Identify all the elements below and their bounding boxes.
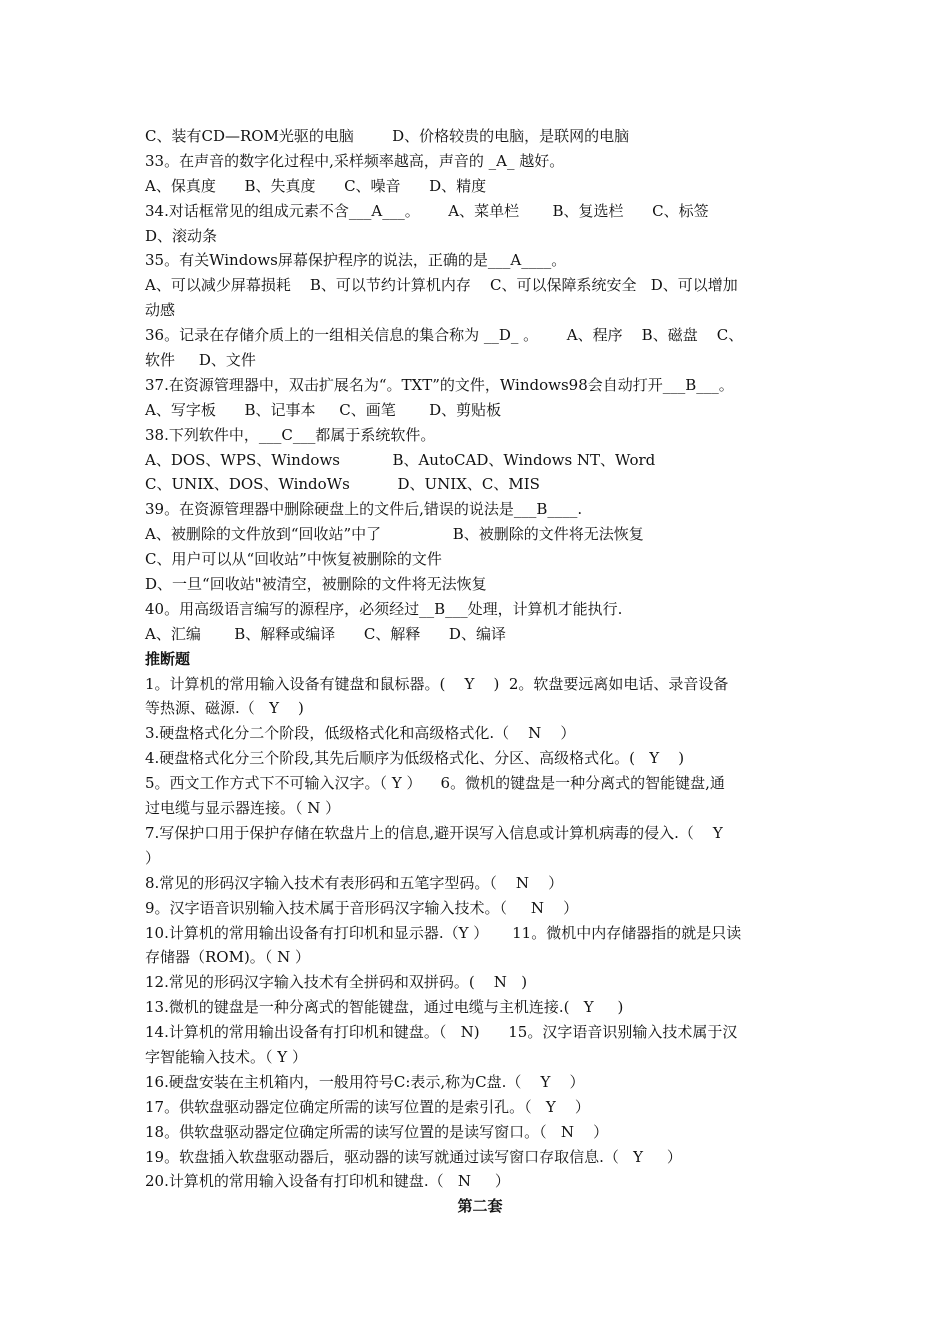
question-37-options: A、写字板 B、记事本 C、画笔 D、剪贴板 — [145, 400, 502, 419]
question-40-options: A、汇编 B、解释或编译 C、解释 D、编译 — [145, 624, 506, 643]
text-line: ） — [145, 848, 161, 867]
judgment-item: 9。汉字语音识别输入技术属于音形码汉字输入技术。（ N ） — [145, 898, 579, 917]
document-body — [145, 124, 815, 1219]
question-38-options: A、DOS、WPS、Windows B、AutoCAD、Windows NT、Word — [145, 450, 656, 469]
judgment-item: 4.硬盘格式化分三个阶段,其先后顺序为低级格式化、分区、高级格式化。( Y ) — [145, 749, 685, 768]
question-39: 39。在资源管理器中删除硬盘上的文件后,错误的说法是___B____. — [145, 500, 583, 519]
judgment-item: 17。供软盘驱动器定位确定所需的读写位置的是索引孔。（ Y ） — [145, 1097, 590, 1116]
judgment-item: 19。软盘插入软盘驱动器后，驱动器的读写就通过读写窗口存取信息.（ Y ） — [145, 1147, 682, 1166]
judgment-item: 18。供软盘驱动器定位确定所需的读写位置的是读写窗口。（ N ） — [145, 1122, 609, 1141]
text-line: 动感 — [145, 301, 176, 320]
judgment-item: 5。西文工作方式下不可输入汉字。（ Y ） 6。微机的键盘是一种分离式的智能键盘,通 — [145, 774, 725, 793]
judgment-item: 10.计算机的常用输出设备有打印机和显示器.（Y ） 11。微机中内存储器指的就是只读 — [145, 923, 742, 942]
text-line: C、装有CD—ROM光驱的电脑 D、价格较贵的电脑，是联网的电脑 — [145, 127, 630, 145]
judgment-item: 12.常见的形码汉字输入技术有全拼码和双拼码。( N ) — [145, 973, 528, 992]
question-35: 35。有关Windows屏幕保护程序的说法，正确的是___A____。 — [145, 251, 567, 270]
question-39-options: A、被删除的文件放到“回收站”中了 B、被删除的文件将无法恢复 — [145, 525, 644, 544]
judgment-item: 3.硬盘格式化分二个阶段，低级格式化和高级格式化.（ N ） — [145, 724, 576, 743]
judgment-item: 7.写保护口用于保护存储在软盘片上的信息,避开误写入信息或计算机病毒的侵入.（ Y — [145, 823, 723, 842]
text-line: D、滚动条 — [145, 226, 218, 245]
question-38: 38.下列软件中，___C___都属于系统软件。 — [145, 425, 436, 444]
question-40: 40。用高级语言编写的源程序，必须经过__B___处理，计算机才能执行. — [145, 599, 623, 618]
judgment-item: 13.微机的键盘是一种分离式的智能键盘，通过电缆与主机连接.( Y ) — [145, 998, 624, 1017]
question-38-options: C、UNIX、DOS、WindoWs D、UNIX、C、MIS — [145, 475, 540, 494]
question-39-options: D、一旦“回收站"被清空，被删除的文件将无法恢复 — [145, 575, 487, 594]
question-33: 33。在声音的数字化过程中,采样频率越高，声音的 _A_ 越好。 — [145, 151, 565, 170]
question-37: 37.在资源管理器中，双击扩展名为“。TXT”的文件，Windows98会自动打开___B___。 — [145, 375, 734, 394]
judgment-item: 16.硬盘安装在主机箱内，一般用符号C:表示,称为C盘.（ Y ） — [145, 1072, 585, 1091]
text-line: 等热源、磁源.（ Y ) — [145, 699, 304, 718]
judgment-item: 14.计算机的常用输出设备有打印机和键盘。（ N) 15。汉字语音识别输入技术属于汉 — [145, 1023, 738, 1042]
question-35-options: A、可以减少屏幕损耗 B、可以节约计算机内存 C、可以保障系统安全 D、可以增加 — [145, 276, 738, 295]
question-39-options: C、用户可以从“回收站”中恢复被删除的文件 — [145, 550, 442, 569]
judgment-item: 1。计算机的常用输入设备有键盘和鼠标器。( Y ) 2。软盘要远离如电话、录音设备 — [145, 674, 729, 693]
section-title: 第二套 — [457, 1197, 503, 1216]
question-34: 34.对话框常见的组成元素不含___A___。 A、菜单栏 B、复选栏 C、标签 — [145, 201, 709, 220]
question-36: 36。记录在存储介质上的一组相关信息的集合称为 __D_ 。 A、程序 B、磁盘 C、 — [145, 326, 744, 345]
text-line: 字智能输入技术。（ Y ） — [145, 1047, 307, 1066]
section-heading: 推断题 — [145, 649, 191, 668]
question-33-options: A、保真度 B、失真度 C、噪音 D、精度 — [145, 176, 487, 195]
text-line: 软件 D、文件 — [145, 351, 256, 370]
judgment-item: 8.常见的形码汉字输入技术有表形码和五笔字型码。（ N ） — [145, 873, 564, 892]
text-line: 过电缆与显示器连接。（ N ） — [145, 799, 341, 818]
judgment-item: 20.计算机的常用输入设备有打印机和键盘.（ N ） — [145, 1172, 510, 1191]
text-line: 存储器（ROM)。（ N ） — [145, 948, 310, 967]
